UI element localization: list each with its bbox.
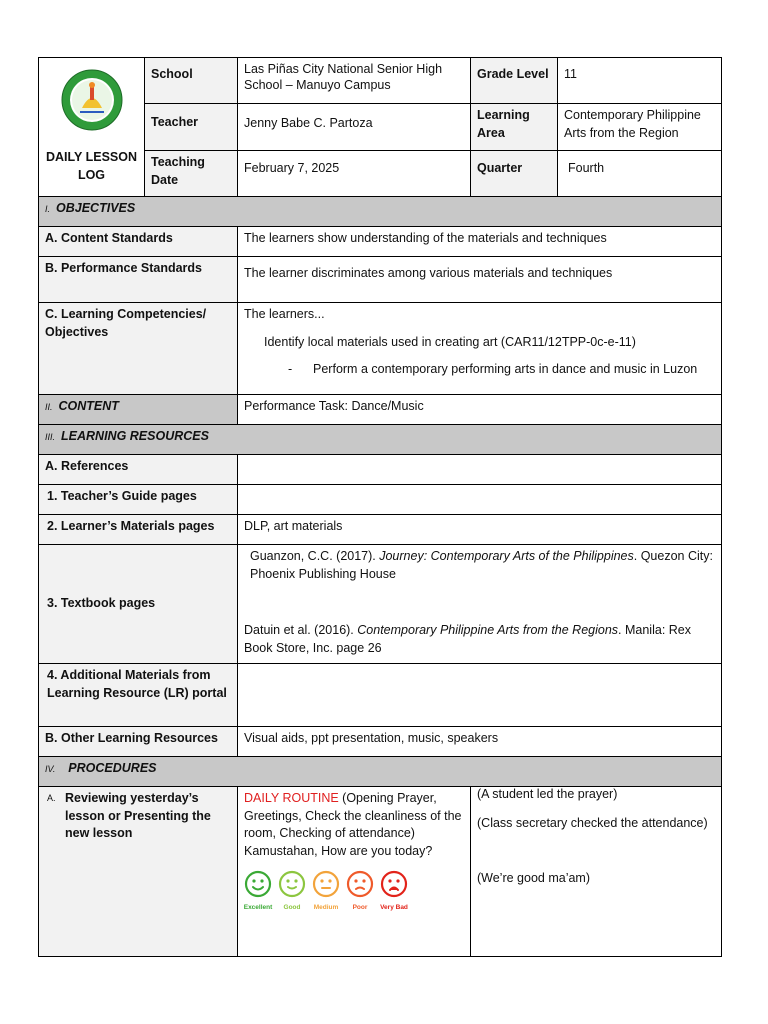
teacher-value: Jenny Babe C. Partoza	[238, 104, 471, 151]
content-standards-value: The learners show understanding of the materials and techniques	[238, 227, 722, 257]
procedures-section-header	[39, 757, 722, 787]
textbook-citation: Datuin et al. (2016). Contemporary Philippine Arts from the Regions. Manila: Rex Book Store, Inc. page 26	[244, 623, 691, 655]
mood-scale	[244, 870, 464, 917]
grade-label: Grade Level	[471, 58, 558, 104]
textbook-value	[238, 545, 722, 664]
section-title: CONTENT	[58, 399, 119, 413]
school-seal-logo	[60, 68, 124, 132]
procedure-letter: A.	[47, 793, 56, 803]
mood-label: Poor	[352, 904, 368, 911]
competencies-value	[238, 303, 722, 395]
learners-materials-value: DLP, art materials	[238, 515, 722, 545]
mood-very-bad	[380, 870, 408, 917]
section-number: IV.	[45, 764, 56, 774]
school-value: Las Piñas City National Senior High School – Manuyo Campus	[238, 58, 471, 104]
performance-standards-value: The learner discriminates among various materials and techniques	[238, 257, 722, 303]
mood-face-icon	[380, 870, 408, 898]
other-resources-value: Visual aids, ppt presentation, music, speakers	[238, 727, 722, 757]
mood-face-icon	[312, 870, 340, 898]
section-title: LEARNING RESOURCES	[61, 429, 209, 443]
procedure-a-text: Reviewing yesterday’s lesson or Presenting the new lesson	[65, 791, 211, 840]
additional-materials-value	[238, 664, 722, 727]
mood-face-icon	[278, 870, 306, 898]
content-standards-label: A. Content Standards	[39, 227, 238, 257]
student-response-cell	[471, 787, 722, 957]
performance-standards-label: B. Performance Standards	[39, 257, 238, 303]
date-label: Teaching Date	[145, 151, 238, 197]
teachers-guide-value	[238, 485, 722, 515]
content-value: Performance Task: Dance/Music	[238, 395, 722, 425]
references-label: A. References	[39, 455, 238, 485]
competency-line: - Perform a contemporary performing arts in dance and music in Luzon	[288, 362, 698, 376]
response-line: (We’re good ma’am)	[477, 871, 591, 885]
teacher-label: Teacher	[145, 104, 238, 151]
mood-label: Medium	[313, 904, 339, 911]
mood-good	[278, 870, 306, 917]
mood-poor	[346, 870, 374, 917]
mood-medium	[312, 870, 340, 917]
resources-section-header	[39, 425, 722, 455]
additional-materials-label: 4. Additional Materials from Learning Resource (LR) portal	[39, 664, 238, 727]
competency-line: Identify local materials used in creating art (CAR11/12TPP-0c-e-11)	[264, 334, 636, 349]
mood-label: Very Bad	[380, 904, 408, 911]
daily-routine-cell	[238, 787, 471, 957]
log-title: DAILY LESSON LOG	[46, 149, 137, 182]
other-resources-label: B. Other Learning Resources	[39, 727, 238, 757]
teachers-guide-label: 1. Teacher’s Guide pages	[39, 485, 238, 515]
date-value: February 7, 2025	[238, 151, 471, 197]
mood-label: Good	[283, 904, 301, 911]
procedure-a-label	[39, 787, 238, 957]
competencies-intro: The learners...	[244, 307, 325, 321]
daily-routine-heading: DAILY ROUTINE	[244, 791, 339, 805]
objectives-section-header	[39, 197, 722, 227]
section-number: I.	[45, 204, 51, 214]
dash: -	[288, 362, 293, 376]
lesson-log-table	[38, 57, 722, 957]
section-title: PROCEDURES	[68, 761, 157, 775]
learners-materials-label: 2. Learner’s Materials pages	[39, 515, 238, 545]
content-section-header	[39, 395, 238, 425]
quarter-value: Fourth	[558, 151, 722, 197]
school-logo-cell	[39, 58, 145, 197]
school-label: School	[145, 58, 238, 104]
response-line: (Class secretary checked the attendance)	[477, 815, 708, 830]
competencies-label: C. Learning Competencies/ Objectives	[39, 303, 238, 395]
mood-excellent	[244, 870, 272, 917]
section-number: II.	[45, 402, 53, 412]
area-value: Contemporary Philippine Arts from the Region	[558, 104, 722, 151]
mood-face-icon	[244, 870, 272, 898]
grade-value: 11	[558, 58, 722, 104]
references-value	[238, 455, 722, 485]
daily-lesson-log	[38, 57, 721, 957]
quarter-label: Quarter	[471, 151, 558, 197]
mood-label: Excellent	[243, 904, 273, 911]
response-line: (A student led the prayer)	[477, 787, 618, 801]
mood-face-icon	[346, 870, 374, 898]
daily-routine-text: DAILY ROUTINE (Opening Prayer, Greetings, Check the cleanliness of the room, Checking of attendance) Kamustahan, How are you today?	[244, 791, 462, 858]
section-number: III.	[45, 432, 56, 442]
section-title: OBJECTIVES	[56, 201, 136, 215]
area-label: Learning Area	[471, 104, 558, 151]
textbook-citation: Guanzon, C.C. (2017). Journey: Contemporary Arts of the Philippines. Quezon City: Phoenix Publishing House	[250, 549, 713, 581]
textbook-label: 3. Textbook pages	[39, 545, 238, 664]
